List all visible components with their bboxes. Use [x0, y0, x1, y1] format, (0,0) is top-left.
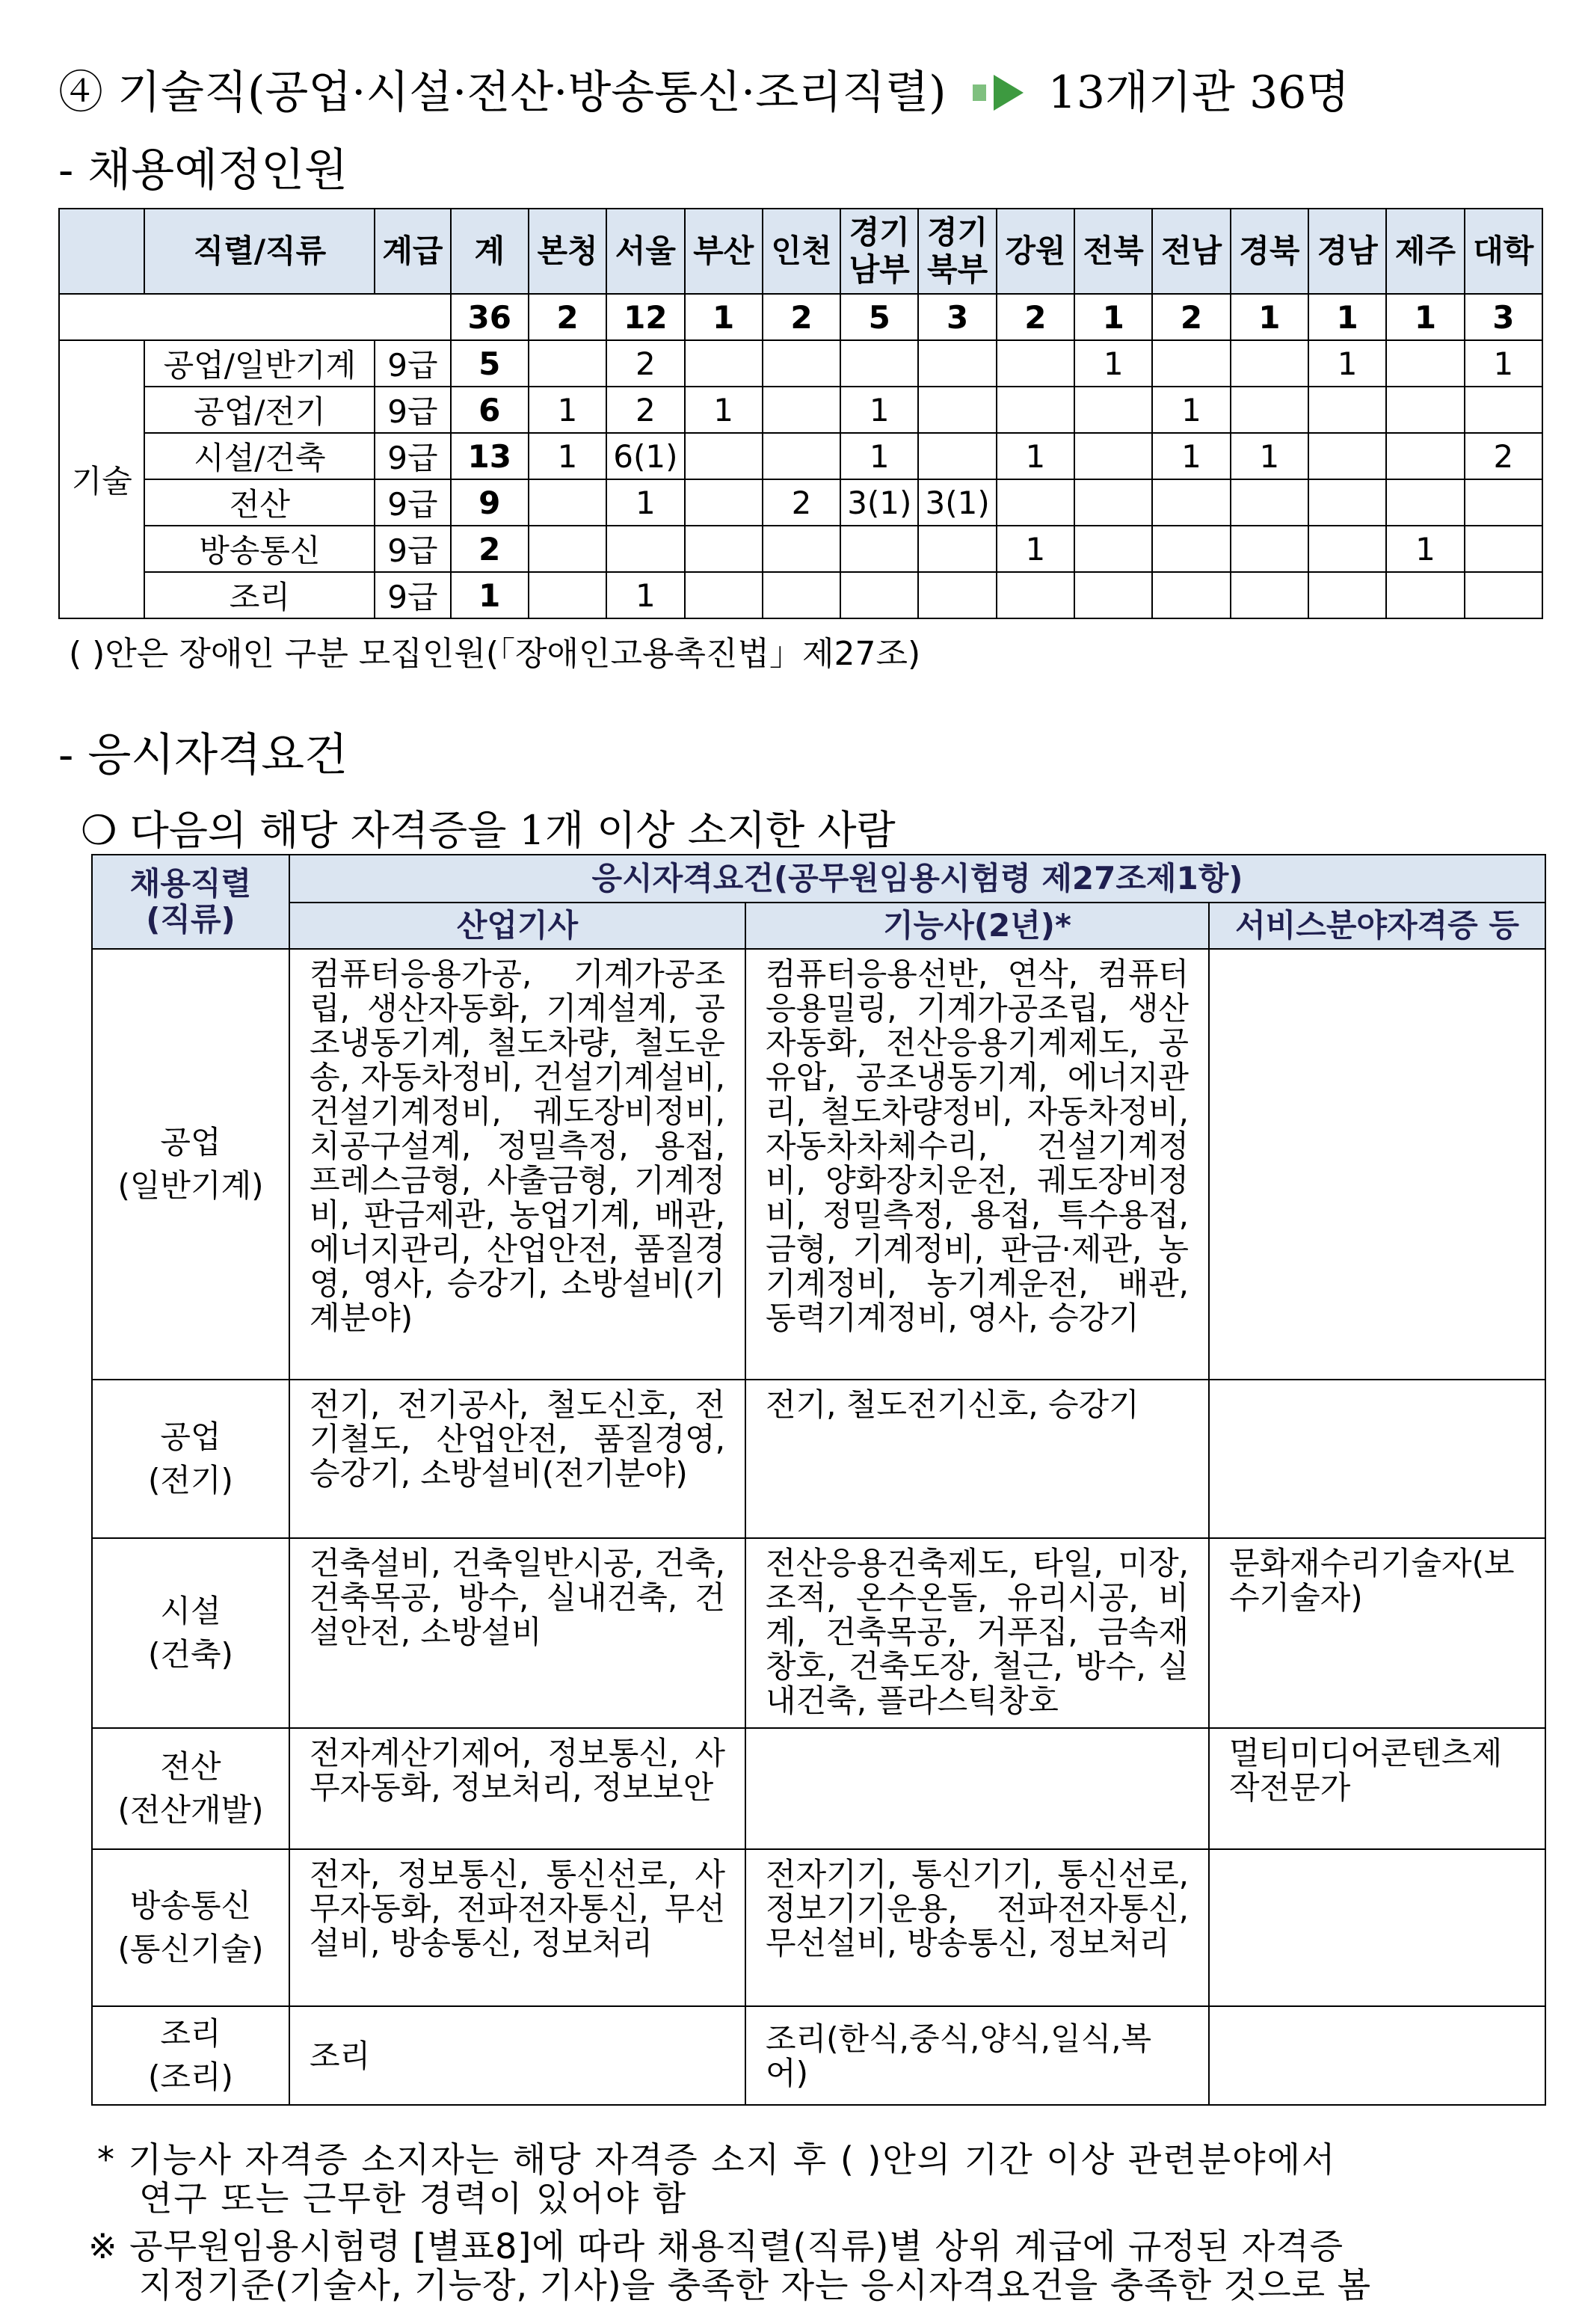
- qualification-bullet: ❍ 다음의 해당 자격증을 1개 이상 소지한 사람: [81, 807, 896, 854]
- count-cell: 1: [997, 526, 1074, 572]
- count-cell: 1: [1465, 340, 1542, 387]
- table-row: [59, 387, 1542, 433]
- count-cell: 3(1): [918, 479, 996, 526]
- qualification-cell: 멀티미디어콘텐츠제작전문가: [1209, 1728, 1545, 1849]
- count-cell: [997, 387, 1074, 433]
- requirement-group-header: 응시자격요건(공무원임용시험령 제27조제1항): [289, 855, 1545, 903]
- column-header: 경남: [1308, 209, 1386, 294]
- count-cell: [918, 433, 996, 479]
- count-cell: [918, 387, 996, 433]
- total-cell: 1: [1386, 294, 1464, 340]
- qualification-cell: 전기, 철도전기신호, 승강기: [745, 1380, 1209, 1538]
- job-category-cell: 공업 (전기): [92, 1380, 289, 1538]
- count-cell: 1: [1386, 526, 1464, 572]
- column-header: 대학: [1465, 209, 1542, 294]
- column-header: 경기 북부: [918, 209, 996, 294]
- qualification-cell: 건축설비, 건축일반시공, 건축, 건축목공, 방수, 실내건축, 건설안전, 소방설비: [289, 1538, 745, 1728]
- column-header: 전북: [1074, 209, 1152, 294]
- count-cell: [1308, 479, 1386, 526]
- count-cell: 1: [529, 433, 606, 479]
- count-cell: [763, 340, 840, 387]
- count-cell: [1231, 479, 1308, 526]
- qualification-cell: [1209, 1380, 1545, 1538]
- total-cell: 1: [685, 294, 763, 340]
- total-cell: 2: [997, 294, 1074, 340]
- column-header: 서비스분야자격증 등: [1209, 903, 1545, 949]
- column-header: 계: [451, 209, 529, 294]
- count-cell: [997, 572, 1074, 618]
- count-cell: [1231, 340, 1308, 387]
- column-header: 본청: [529, 209, 606, 294]
- qualification-cell: 전자, 정보통신, 통신선로, 사무자동화, 전파전자통신, 무선설비, 방송통신, 정보처리: [289, 1849, 745, 2006]
- count-cell: [1152, 526, 1230, 572]
- count-cell: [1152, 479, 1230, 526]
- job-category-cell: 방송통신 (통신기술): [92, 1849, 289, 2006]
- count-cell: 1: [451, 572, 529, 618]
- footnote-2-line-2: 지정기준(기술사, 기능장, 기사)을 충족한 자는 응시자격요건을 충족한 것으로 봄: [139, 2265, 1372, 2305]
- count-cell: [529, 526, 606, 572]
- count-cell: [1231, 526, 1308, 572]
- count-cell: [1074, 479, 1152, 526]
- subheading-qualification: - 응시자격요건: [58, 729, 348, 781]
- count-cell: [1308, 433, 1386, 479]
- grade-cell: 9급: [375, 433, 450, 479]
- count-cell: [1074, 387, 1152, 433]
- count-cell: 1: [606, 479, 684, 526]
- count-cell: [918, 340, 996, 387]
- green-arrow-icon: [994, 75, 1024, 111]
- column-header: 산업기사: [289, 903, 745, 949]
- count-cell: 2: [606, 340, 684, 387]
- qualification-cell: [1209, 949, 1545, 1380]
- total-cell: 1: [1308, 294, 1386, 340]
- count-cell: [1074, 433, 1152, 479]
- total-cell: 2: [763, 294, 840, 340]
- count-cell: [685, 340, 763, 387]
- section-heading: ④ 기술직(공업·시설·전산·방송통신·조리직렬): [58, 67, 947, 119]
- count-cell: 6(1): [606, 433, 684, 479]
- count-cell: 5: [451, 340, 529, 387]
- count-cell: 1: [840, 433, 918, 479]
- count-cell: [1074, 572, 1152, 618]
- table-row: [92, 1380, 1545, 1538]
- count-cell: 1: [606, 572, 684, 618]
- total-label-cell: [59, 294, 451, 340]
- recruitment-table: [58, 208, 1543, 619]
- count-cell: 1: [1231, 433, 1308, 479]
- footnote-2-line-1: ※ 공무원임용시험령 [별표8]에 따라 채용직렬(직류)별 상위 계급에 규정된 자격증: [88, 2226, 1344, 2266]
- job-name-cell: 방송통신: [144, 526, 375, 572]
- header-blank-cell: [59, 209, 144, 294]
- total-cell: 36: [451, 294, 529, 340]
- count-cell: [763, 387, 840, 433]
- count-cell: [1231, 387, 1308, 433]
- grade-cell: 9급: [375, 572, 450, 618]
- count-cell: [685, 479, 763, 526]
- count-cell: [763, 572, 840, 618]
- group-label: 기술: [59, 340, 144, 618]
- qualification-cell: 문화재수리기술자(보수기술자): [1209, 1538, 1545, 1728]
- count-cell: [685, 526, 763, 572]
- count-cell: [606, 526, 684, 572]
- table-total-row: [59, 294, 1542, 340]
- count-cell: [763, 526, 840, 572]
- table-row: [92, 949, 1545, 1380]
- section-summary: 13개기관 36명: [1047, 67, 1350, 119]
- job-name-cell: 공업/일반기계: [144, 340, 375, 387]
- qualification-cell: [745, 1728, 1209, 1849]
- total-cell: 3: [1465, 294, 1542, 340]
- table-row: [92, 1728, 1545, 1849]
- count-cell: [1152, 572, 1230, 618]
- count-cell: [997, 479, 1074, 526]
- job-name-cell: 전산: [144, 479, 375, 526]
- total-cell: 12: [606, 294, 684, 340]
- count-cell: [840, 340, 918, 387]
- count-cell: [685, 433, 763, 479]
- count-cell: [840, 526, 918, 572]
- table-row: [92, 2006, 1545, 2105]
- job-name-cell: 공업/전기: [144, 387, 375, 433]
- count-cell: [1152, 340, 1230, 387]
- count-cell: [529, 340, 606, 387]
- job-name-cell: 시설/건축: [144, 433, 375, 479]
- count-cell: [763, 433, 840, 479]
- count-cell: 6: [451, 387, 529, 433]
- count-cell: 1: [685, 387, 763, 433]
- table-row: [92, 1538, 1545, 1728]
- qualification-cell: [1209, 2006, 1545, 2105]
- count-cell: [840, 572, 918, 618]
- count-cell: 1: [997, 433, 1074, 479]
- count-cell: 1: [840, 387, 918, 433]
- count-cell: 1: [1308, 340, 1386, 387]
- count-cell: 2: [606, 387, 684, 433]
- footnote-1-line-2: 연구 또는 근무한 경력이 있어야 함: [139, 2178, 688, 2219]
- table-row: [92, 1849, 1545, 2006]
- total-cell: 5: [840, 294, 918, 340]
- qualification-cell: 컴퓨터응용선반, 연삭, 컴퓨터응용밀링, 기계가공조립, 생산자동화, 전산응용기계제도, 공유압, 공조냉동기계, 에너지관리, 철도차량정비, 자동차정비, 자동차차체수리, 건설기계정비, 양화장치운전, 궤도장비정비, 정밀측정, 용접, 특수용접, 금형, 기계정비, 판금·제관, 농기계정비, 농기계운전, 배관, 동력기계정비, 영사, 승강기: [745, 949, 1209, 1380]
- count-cell: [1231, 572, 1308, 618]
- count-cell: [918, 526, 996, 572]
- table-header-row: [59, 209, 1542, 294]
- count-cell: [685, 572, 763, 618]
- count-cell: 2: [451, 526, 529, 572]
- count-cell: [1465, 479, 1542, 526]
- job-category-cell: 조리 (조리): [92, 2006, 289, 2105]
- count-cell: [997, 340, 1074, 387]
- count-cell: [1386, 433, 1464, 479]
- count-cell: 1: [529, 387, 606, 433]
- table-row: [59, 340, 1542, 387]
- count-cell: 13: [451, 433, 529, 479]
- table1-note: ( )안은 장애인 구분 모집인원(「장애인고용촉진법」제27조): [69, 635, 921, 673]
- count-cell: [1386, 479, 1464, 526]
- count-cell: [1308, 387, 1386, 433]
- count-cell: 9: [451, 479, 529, 526]
- count-cell: [1386, 340, 1464, 387]
- table-header-row: [92, 903, 1545, 949]
- column-header: 제주: [1386, 209, 1464, 294]
- total-cell: 1: [1231, 294, 1308, 340]
- column-header: 서울: [606, 209, 684, 294]
- total-cell: 2: [1152, 294, 1230, 340]
- total-cell: 2: [529, 294, 606, 340]
- column-header: 전남: [1152, 209, 1230, 294]
- count-cell: [1465, 387, 1542, 433]
- footnote-1-line-1: * 기능사 자격증 소지자는 해당 자격증 소지 후 ( )안의 기간 이상 관련분야에서: [97, 2139, 1337, 2180]
- qualification-cell: 전자계산기제어, 정보통신, 사무자동화, 정보처리, 정보보안: [289, 1728, 745, 1849]
- job-header: 채용직렬 (직류): [92, 855, 289, 949]
- table-row: [59, 433, 1542, 479]
- count-cell: 3(1): [840, 479, 918, 526]
- count-cell: [1386, 387, 1464, 433]
- qualification-cell: 전산응용건축제도, 타일, 미장, 조적, 온수온돌, 유리시공, 비계, 건축목공, 거푸집, 금속재창호, 건축도장, 철근, 방수, 실내건축, 플라스틱창호: [745, 1538, 1209, 1728]
- count-cell: 1: [1152, 387, 1230, 433]
- column-header: 계급: [375, 209, 450, 294]
- section-heading-line: [58, 57, 1350, 121]
- grade-cell: 9급: [375, 340, 450, 387]
- grade-cell: 9급: [375, 526, 450, 572]
- column-header: 경기 남부: [840, 209, 918, 294]
- count-cell: [529, 479, 606, 526]
- count-cell: 1: [1074, 340, 1152, 387]
- count-cell: [1074, 526, 1152, 572]
- table-row: [59, 572, 1542, 618]
- job-category-cell: 전산 (전산개발): [92, 1728, 289, 1849]
- job-category-cell: 시설 (건축): [92, 1538, 289, 1728]
- qualification-cell: 조리: [289, 2006, 745, 2105]
- column-header: 부산: [685, 209, 763, 294]
- job-name-cell: 조리: [144, 572, 375, 618]
- count-cell: [1308, 526, 1386, 572]
- column-header: 강원: [997, 209, 1074, 294]
- column-header: 인천: [763, 209, 840, 294]
- qualification-cell: 전기, 전기공사, 철도신호, 전기철도, 산업안전, 품질경영, 승강기, 소방설비(전기분야): [289, 1380, 745, 1538]
- qualification-table: [91, 854, 1546, 2106]
- count-cell: [918, 572, 996, 618]
- column-header: 기능사(2년)*: [745, 903, 1209, 949]
- qualification-cell: [1209, 1849, 1545, 2006]
- count-cell: [1308, 572, 1386, 618]
- count-cell: 2: [1465, 433, 1542, 479]
- count-cell: 1: [1152, 433, 1230, 479]
- count-cell: [1465, 526, 1542, 572]
- column-header: 직렬/직류: [144, 209, 375, 294]
- subheading-recruitment: - 채용예정인원: [58, 144, 348, 197]
- job-category-cell: 공업 (일반기계): [92, 949, 289, 1380]
- table-row: [59, 479, 1542, 526]
- table-row: [59, 526, 1542, 572]
- qualification-cell: 조리(한식,중식,양식,일식,복어): [745, 2006, 1209, 2105]
- grade-cell: 9급: [375, 479, 450, 526]
- count-cell: 2: [763, 479, 840, 526]
- count-cell: [529, 572, 606, 618]
- qualification-cell: 컴퓨터응용가공, 기계가공조립, 생산자동화, 기계설계, 공조냉동기계, 철도차량, 철도운송, 자동차정비, 건설기계설비, 건설기계정비, 궤도장비정비, 치공구설계, 정밀측정, 용접, 프레스금형, 사출금형, 기계정비, 판금제관, 농업기계, 배관, 에너지관리, 산업안전, 품질경영, 영사, 승강기, 소방설비(기계분야): [289, 949, 745, 1380]
- column-header: 경북: [1231, 209, 1308, 294]
- arrow-tail-icon: [973, 84, 986, 101]
- total-cell: 1: [1074, 294, 1152, 340]
- total-cell: 3: [918, 294, 996, 340]
- count-cell: [1465, 572, 1542, 618]
- count-cell: [1386, 572, 1464, 618]
- grade-cell: 9급: [375, 387, 450, 433]
- table-header-row: [92, 855, 1545, 903]
- qualification-cell: 전자기기, 통신기기, 통신선로, 정보기기운용, 전파전자통신, 무선설비, 방송통신, 정보처리: [745, 1849, 1209, 2006]
